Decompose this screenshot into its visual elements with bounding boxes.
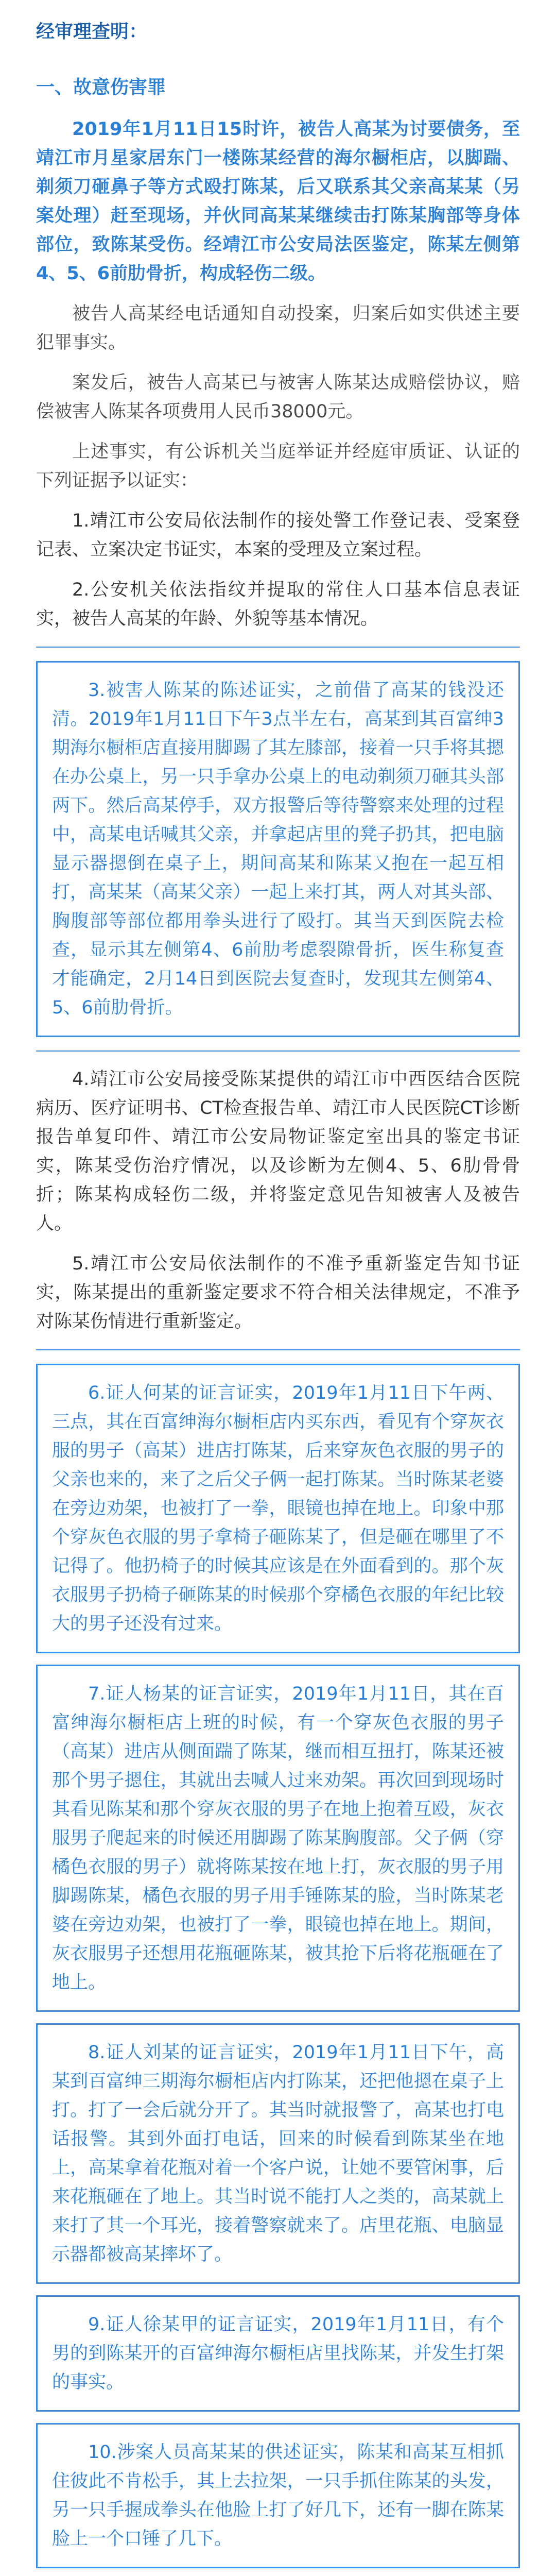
section-divider xyxy=(36,647,520,648)
evidence-intro-paragraph: 上述事实，有公诉机关当庭举证并经庭审质证、认证的下列证据予以证实： xyxy=(36,441,520,491)
evidence-item-4: 4.靖江市公安局接受陈某提供的靖江市中西医结合医院病历、医疗证明书、CT检查报告单、靖江市人民医院CT诊断报告单复印件、靖江市公安局物证鉴定室出具的鉴定书证实，陈某受伤治疗情况，以及诊断为左侧4、5、6肋骨骨折；陈某构成轻伤二级，并将鉴定意见告知被害人及被告人。 xyxy=(36,1069,520,1234)
surrender-paragraph: 被告人高某经电话通知自动投案，归案后如实供述主要犯罪事实。 xyxy=(36,303,520,353)
evidence-item-6: 6.证人何某的证言证实，2019年1月11日下午两、三点，其在百富绅海尔橱柜店内买东西，看见有个穿灰衣服的男子（高某）进店打陈某，后来穿灰色衣服的男子的父亲也来的，来了之后父子俩一起打陈某。当时陈某老婆在旁边劝架，也被打了一拳，眼镜也掉在地上。印象中那个穿灰色衣服的男子拿椅子砸陈某了，但是砸在哪里了不记得了。他扔椅子的时候其应该是在外面看到的。那个灰衣服男子扔椅子砸陈某的时候那个穿橘色衣服的年纪比较大的男子还没有过来。 xyxy=(52,1382,504,1634)
section-divider xyxy=(36,1349,520,1350)
fact-summary-paragraph: 2019年1月11日15时许，被告人高某为讨要债务，至靖江市月星家居东门一楼陈某经营的海尔橱柜店，以脚踹、剃须刀砸鼻子等方式殴打陈某，后又联系其父亲高某某（另案处理）赶至现场，并伙同高某某继续击打陈某胸部等身体部位，致陈某受伤。经靖江市公安局法医鉴定，陈某左侧第4、5、6前肋骨折，构成轻伤二级。 xyxy=(36,118,520,284)
evidence-item-9: 9.证人徐某甲的证言证实，2019年1月11日，有个男的到陈某开的百富绅海尔橱柜店里找陈某，并发生打架的事实。 xyxy=(52,2314,504,2393)
victim-statement-box xyxy=(36,661,520,1037)
witness-statement-box-7 xyxy=(36,1665,520,2012)
evidence-item-7: 7.证人杨某的证言证实，2019年1月11日，其在百富绅海尔橱柜店上班的时候，有一个穿灰色衣服的男子（高某）进店从侧面踹了陈某，继而相互扭打，陈某还被那个男子摁住，其就出去喊人过来劝架。再次回到现场时其看见陈某和那个穿灰衣服的男子在地上抱着互殴，灰衣服男子爬起来的时候还用脚踢了陈某胸腹部。父子俩（穿橘色衣服的男子）就将陈某按在地上打，灰衣服的男子用脚踢陈某，橘色衣服的男子用手锤陈某的脸，当时陈某老婆在旁边劝架，也被打了一拳，眼镜也掉在地上。期间，灰衣服男子还想用花瓶砸陈某，被其抢下后将花瓶砸在了地上。 xyxy=(52,1683,504,1993)
evidence-item-5: 5.靖江市公安局依法制作的不准予重新鉴定告知书证实，陈某提出的重新鉴定要求不符合相关法律规定，不准予对陈某伤情进行重新鉴定。 xyxy=(36,1253,520,1332)
suspect-statement-box-10 xyxy=(36,2423,520,2568)
witness-statement-box-6 xyxy=(36,1364,520,1653)
evidence-item-3: 3.被害人陈某的陈述证实，之前借了高某的钱没还清。2019年1月11日下午3点半左右，高某到其百富绅3期海尔橱柜店直接用脚踢了其左膝部，接着一只手将其摁在办公桌上，另一只手拿办公桌上的电动剃须刀砸其头部两下。然后高某停手，双方报警后等待警察来处理的过程中，高某电话喊其父亲，并拿起店里的凳子扔其，把电脑显示器摁倒在桌子上，期间高某和陈某又抱在一起互相打，高某某（高某父亲）一起上来打其，两人对其头部、胸腹部等部位都用拳头进行了殴打。其当天到医院去检查，显示其左侧第4、6前肋考虑裂隙骨折，医生称复查才能确定，2月14日到医院去复查时，发现其左侧第4、5、6前肋骨折。 xyxy=(52,680,504,1018)
evidence-item-8: 8.证人刘某的证言证实，2019年1月11日下午，高某到百富绅三期海尔橱柜店内打陈某，还把他摁在桌子上打。打了一会后就分开了。其当时就报警了，高某也打电话报警。其到外面打电话，回来的时候看到陈某坐在地上，高某拿着花瓶对着一个客户说，让她不要管闲事，后来花瓶砸在了地上。其当时说不能打人之类的，高某就上来打了其一个耳光，接着警察就来了。店里花瓶、电脑显示器都被高某摔坏了。 xyxy=(52,2042,504,2265)
evidence-item-10: 10.涉案人员高某某的供述证实，陈某和高某互相抓住彼此不肯松手，其上去拉架，一只手抓住陈某的头发，另一只手握成拳头在他脸上打了好几下，还有一脚在陈某脸上一个口锤了几下。 xyxy=(52,2442,504,2549)
section-title-assault: 一、故意伤害罪 xyxy=(36,77,166,98)
evidence-item-2: 2.公安机关依法指纹并提取的常住人口基本信息表证实，被告人高某的年龄、外貌等基本情况。 xyxy=(36,579,520,629)
compensation-paragraph: 案发后，被告人高某已与被害人陈某达成赔偿协议，赔偿被害人陈某各项费用人民币38000元。 xyxy=(36,372,520,422)
witness-statement-box-8 xyxy=(36,2023,520,2284)
evidence-item-1: 1.靖江市公安局依法制作的接处警工作登记表、受案登记表、立案决定书证实，本案的受理及立案过程。 xyxy=(36,510,520,560)
witness-statement-box-9 xyxy=(36,2295,520,2412)
page-heading: 经审理查明： xyxy=(36,21,148,42)
section-divider xyxy=(36,1050,520,1052)
